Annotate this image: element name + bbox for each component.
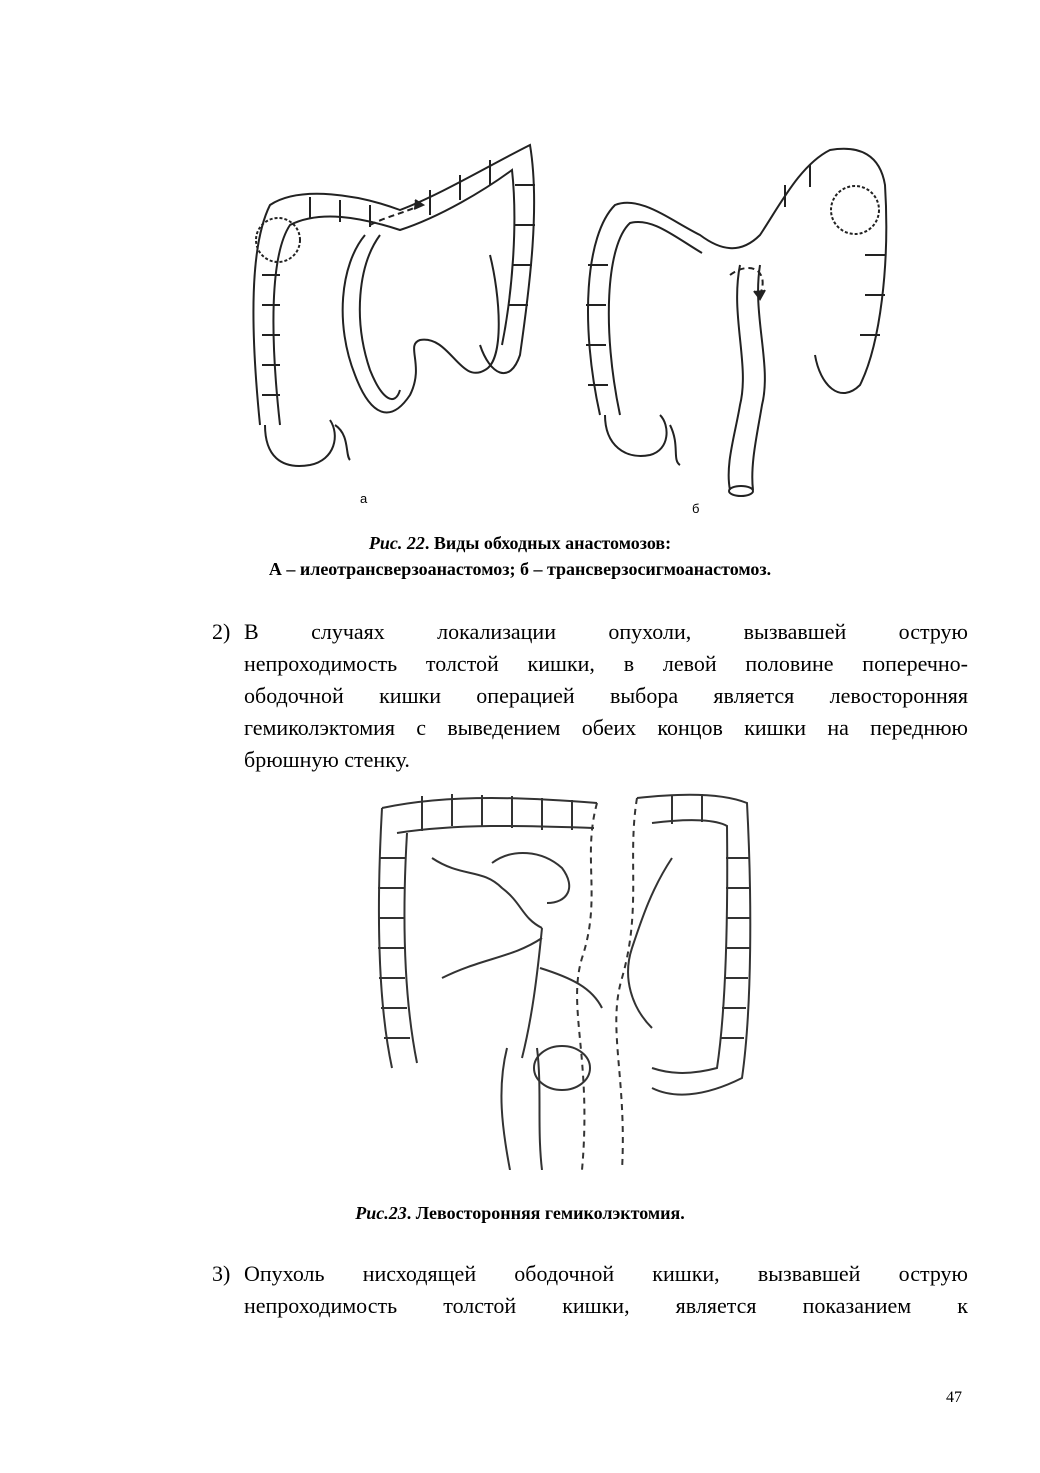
drawing-b <box>586 149 886 496</box>
paragraph-2-line-5: брюшную стенку. <box>244 747 410 772</box>
figure-23-caption-prefix: Рис.23 <box>355 1203 407 1223</box>
figure-22-caption-title: . Виды обходных анастомозов: <box>424 533 672 553</box>
paragraph-2-line-2: непроходимость толстой кишки, в левой половине поперечно- <box>244 651 968 676</box>
figure-23-caption <box>0 1200 1040 1226</box>
paragraph-3-line-2: непроходимость толстой кишки, является показанием к <box>244 1293 968 1318</box>
figure-23-illustration <box>372 778 762 1170</box>
figure-22-illustration <box>240 125 900 520</box>
paragraph-3-number: 3) <box>212 1261 231 1286</box>
page-number: 47 <box>946 1389 962 1406</box>
paragraph-2-number: 2) <box>212 619 231 644</box>
figure-22-caption-prefix: Рис. 22 <box>368 533 425 553</box>
figure-22-caption-line2: А – илеотрансверзоанастомоз; б – трансверзосигмоанастомоз. <box>268 559 772 579</box>
figure-22-label-a: а <box>360 491 368 506</box>
figure-22-caption <box>0 530 1040 582</box>
paragraph-3 <box>212 1258 968 1322</box>
drawing-a <box>253 145 535 466</box>
figure-23-caption-title: . Левосторонняя гемиколэктомия. <box>406 1203 685 1223</box>
paragraph-2-line-3: ободочной кишки операцией выбора является левосторонняя <box>244 683 968 708</box>
paragraph-2-line-4: гемиколэктомия с выведением обеих концов кишки на переднюю <box>244 715 968 740</box>
paragraph-2 <box>212 616 968 776</box>
paragraph-3-line-1: Опухоль нисходящей ободочной кишки, вызвавшей острую <box>244 1261 968 1286</box>
figure-22-label-b: б <box>692 501 700 516</box>
paragraph-2-line-1: В случаях локализации опухоли, вызвавшей острую <box>244 619 968 644</box>
